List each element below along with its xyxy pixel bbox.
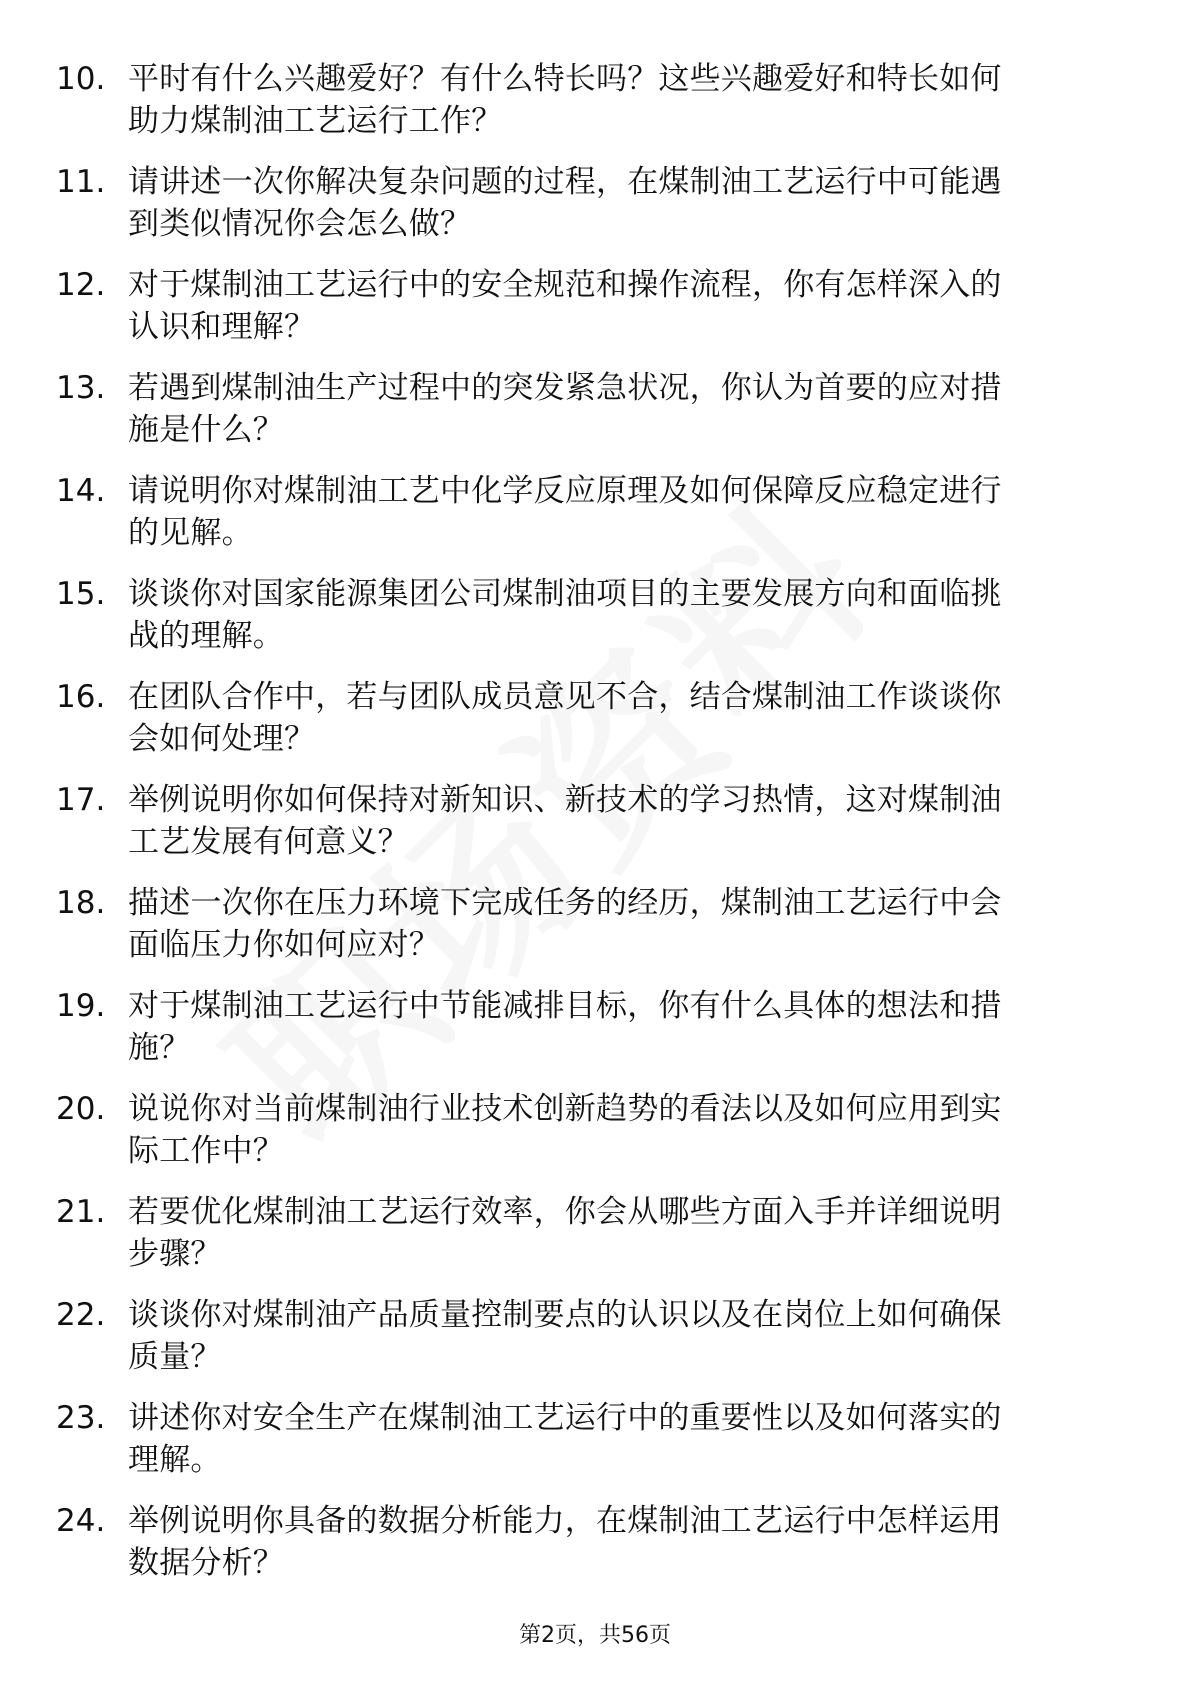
question-number: 23. <box>56 1400 106 1436</box>
list-item <box>0 676 1190 779</box>
question-text <box>128 1191 1118 1275</box>
question-number: 12. <box>56 267 106 303</box>
list-item <box>0 470 1190 573</box>
question-line-1: 若遇到煤制油生产过程中的突发紧急状况，你认为首要的应对措 <box>128 370 1002 406</box>
question-line-2: 际工作中？ <box>128 1133 284 1169</box>
question-line-2: 认识和理解？ <box>128 309 316 345</box>
question-line-1: 举例说明你如何保持对新知识、新技术的学习热情，这对煤制油 <box>128 782 1002 818</box>
question-line-2: 数据分析？ <box>128 1545 284 1581</box>
question-number: 22. <box>56 1297 106 1333</box>
question-line-2: 步骤？ <box>128 1236 222 1272</box>
question-line-2: 质量？ <box>128 1339 222 1375</box>
question-line-1: 谈谈你对国家能源集团公司煤制油项目的主要发展方向和面临挑 <box>128 576 1002 612</box>
question-line-2: 施？ <box>128 1030 191 1066</box>
question-text <box>128 1294 1118 1378</box>
question-number: 24. <box>56 1503 106 1539</box>
question-number: 18. <box>56 885 106 921</box>
question-line-1: 对于煤制油工艺运行中节能减排目标，你有什么具体的想法和措 <box>128 988 1002 1024</box>
list-item <box>0 1088 1190 1191</box>
question-text <box>128 58 1118 142</box>
question-text <box>128 1088 1118 1172</box>
list-item <box>0 264 1190 367</box>
question-number: 10. <box>56 61 106 97</box>
question-line-2: 会如何处理？ <box>128 721 316 757</box>
list-item <box>0 1397 1190 1500</box>
question-line-2: 的见解。 <box>128 515 253 551</box>
list-item <box>0 161 1190 264</box>
question-line-2: 助力煤制油工艺运行工作？ <box>128 103 503 139</box>
question-text <box>128 1500 1118 1584</box>
list-item <box>0 1500 1190 1603</box>
question-line-2: 战的理解。 <box>128 618 284 654</box>
question-line-1: 若要优化煤制油工艺运行效率，你会从哪些方面入手并详细说明 <box>128 1194 1002 1230</box>
question-text <box>128 161 1118 245</box>
question-text <box>128 264 1118 348</box>
question-text <box>128 779 1118 863</box>
list-item <box>0 573 1190 676</box>
question-number: 21. <box>56 1194 106 1230</box>
question-line-1: 谈谈你对煤制油产品质量控制要点的认识以及在岗位上如何确保 <box>128 1297 1002 1333</box>
page-number-footer: 第2页，共56页 <box>519 1623 671 1648</box>
question-number: 14. <box>56 473 106 509</box>
list-item <box>0 1294 1190 1397</box>
question-line-1: 讲述你对安全生产在煤制油工艺运行中的重要性以及如何落实的 <box>128 1400 1002 1436</box>
question-line-2: 工艺发展有何意义？ <box>128 824 409 860</box>
question-line-2: 面临压力你如何应对？ <box>128 927 440 963</box>
question-text <box>128 676 1118 760</box>
question-line-1: 平时有什么兴趣爱好？有什么特长吗？这些兴趣爱好和特长如何 <box>128 61 1002 97</box>
question-number: 13. <box>56 370 106 406</box>
question-line-2: 到类似情况你会怎么做？ <box>128 206 472 242</box>
list-item <box>0 367 1190 470</box>
question-number: 19. <box>56 988 106 1024</box>
question-line-1: 描述一次你在压力环境下完成任务的经历，煤制油工艺运行中会 <box>128 885 1002 921</box>
question-line-1: 请讲述一次你解决复杂问题的过程，在煤制油工艺运行中可能遇 <box>128 164 1002 200</box>
question-line-1: 举例说明你具备的数据分析能力，在煤制油工艺运行中怎样运用 <box>128 1503 1002 1539</box>
question-text <box>128 985 1118 1069</box>
list-item <box>0 1191 1190 1294</box>
question-line-2: 施是什么？ <box>128 412 284 448</box>
question-number: 11. <box>56 164 106 200</box>
list-item <box>0 882 1190 985</box>
question-text <box>128 367 1118 451</box>
question-number: 20. <box>56 1091 106 1127</box>
list-item <box>0 779 1190 882</box>
question-line-2: 理解。 <box>128 1442 222 1478</box>
list-item <box>0 985 1190 1088</box>
question-list <box>0 58 1190 1603</box>
question-line-1: 说说你对当前煤制油行业技术创新趋势的看法以及如何应用到实 <box>128 1091 1002 1127</box>
question-line-1: 请说明你对煤制油工艺中化学反应原理及如何保障反应稳定进行 <box>128 473 1002 509</box>
question-text <box>128 882 1118 966</box>
question-text <box>128 573 1118 657</box>
question-number: 16. <box>56 679 106 715</box>
question-number: 15. <box>56 576 106 612</box>
question-text <box>128 1397 1118 1481</box>
question-number: 17. <box>56 782 106 818</box>
list-item <box>0 58 1190 161</box>
question-line-1: 在团队合作中，若与团队成员意见不合，结合煤制油工作谈谈你 <box>128 679 1002 715</box>
question-text <box>128 470 1118 554</box>
question-line-1: 对于煤制油工艺运行中的安全规范和操作流程，你有怎样深入的 <box>128 267 1002 303</box>
